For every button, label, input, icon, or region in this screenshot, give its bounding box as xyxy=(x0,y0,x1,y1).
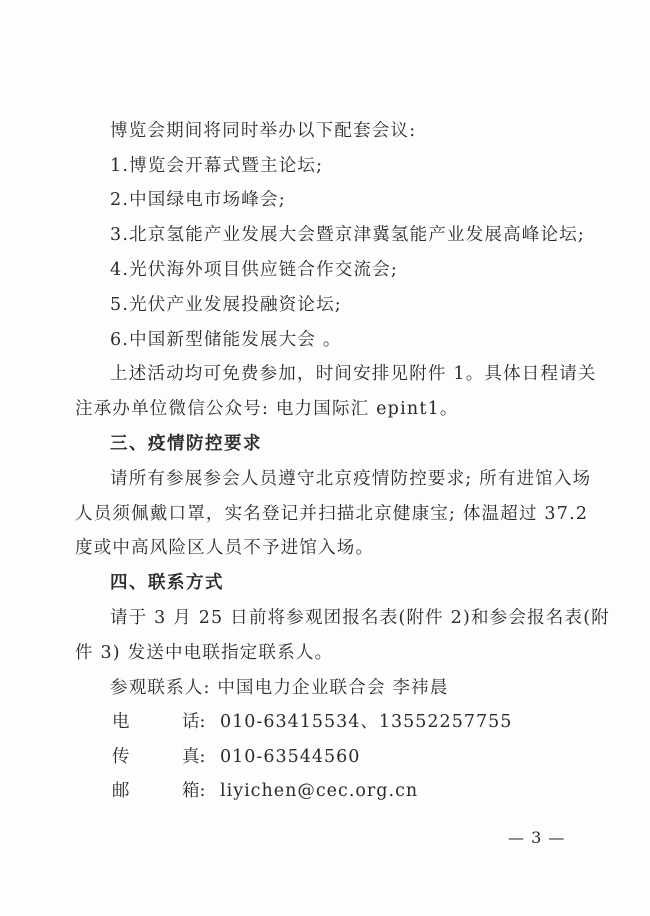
meeting-item-4: 4.光伏海外项目供应链合作交流会; xyxy=(110,260,398,280)
paragraph-line: 度或中高风险区人员不予进馆入场。 xyxy=(75,538,375,558)
section-heading-epidemic: 三、疫情防控要求 xyxy=(110,434,262,454)
email-label-char1: 邮 xyxy=(112,781,130,801)
email-value: liyichen@cec.org.cn xyxy=(220,781,419,801)
meeting-item-1: 1.博览会开幕式暨主论坛; xyxy=(110,156,324,176)
paragraph-line: 件 3) 发送中电联指定联系人。 xyxy=(75,643,334,663)
fax-label-char1: 传 xyxy=(112,747,130,767)
section-heading-contact: 四、联系方式 xyxy=(110,573,224,593)
meeting-item-6: 6.中国新型储能发展大会 。 xyxy=(110,330,342,350)
fax-value: 010-63544560 xyxy=(220,747,361,767)
meeting-item-2: 2.中国绿电市场峰会; xyxy=(110,190,286,210)
paragraph-line: 请于 3 月 25 日前将参观团报名表(附件 2)和参会报名表(附 xyxy=(110,608,610,628)
phone-label-char2: 话: xyxy=(182,712,206,732)
paragraph-line: 注承办单位微信公众号: 电力国际汇 epint1。 xyxy=(75,399,459,419)
contact-person: 参观联系人: 中国电力企业联合会 李祎晨 xyxy=(110,678,449,698)
intro-line: 博览会期间将同时举办以下配套会议: xyxy=(110,121,417,141)
meeting-item-3: 3.北京氢能产业发展大会暨京津冀氢能产业发展高峰论坛; xyxy=(110,225,585,245)
paragraph-line: 请所有参展参会人员遵守北京疫情防控要求; 所有进馆入场 xyxy=(110,469,592,489)
phone-label-char1: 电 xyxy=(112,712,130,732)
meeting-item-5: 5.光伏产业发展投融资论坛; xyxy=(110,295,342,315)
paragraph-line: 上述活动均可免费参加，时间安排见附件 1。具体日程请关 xyxy=(110,364,597,384)
fax-label-char2: 真: xyxy=(182,747,206,767)
email-label-char2: 箱: xyxy=(182,781,206,801)
phone-value: 010-63415534、13552257755 xyxy=(220,712,513,732)
page-number: — 3 — xyxy=(508,828,566,847)
paragraph-line: 人员须佩戴口罩，实名登记并扫描北京健康宝; 体温超过 37.2 xyxy=(75,504,589,524)
